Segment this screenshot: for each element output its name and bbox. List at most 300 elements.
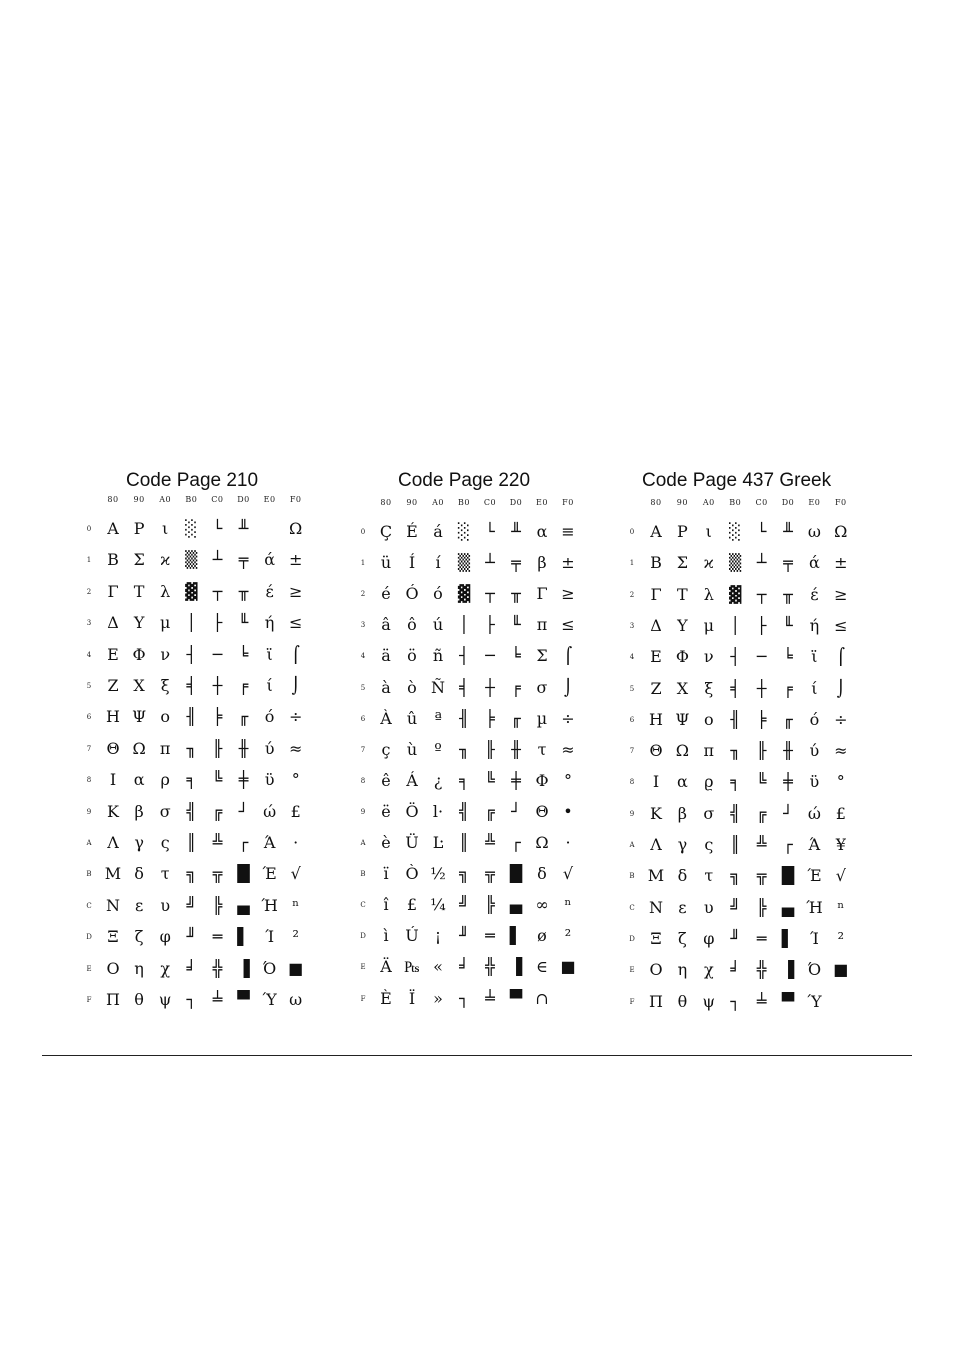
glyph-cell: ╞ xyxy=(756,709,767,729)
glyph-cell: └ xyxy=(212,519,223,538)
glyph-cell: ½ xyxy=(430,864,446,884)
glyph-cell: ▒ xyxy=(457,553,471,573)
glyph-cell: σ xyxy=(159,801,171,821)
glyph-cell: ┤ xyxy=(186,644,197,664)
row-header: 4 xyxy=(360,652,366,661)
row-header: 1 xyxy=(86,556,92,565)
glyph-cell: Ü xyxy=(405,833,419,852)
glyph-cell: ⌠ xyxy=(291,644,300,664)
glyph-cell: η xyxy=(134,958,144,978)
glyph-cell: Ρ xyxy=(133,519,145,538)
glyph-cell: ώ xyxy=(807,803,821,823)
glyph-cell: ¼ xyxy=(430,895,446,915)
glyph-cell: ± xyxy=(834,553,848,573)
glyph-cell: ö xyxy=(407,646,417,666)
glyph-cell: θ xyxy=(134,990,144,1009)
glyph-cell: » xyxy=(433,988,443,1008)
glyph-cell: Β xyxy=(107,550,119,570)
glyph-cell: ⌠ xyxy=(563,646,573,666)
glyph-cell: Κ xyxy=(650,803,662,823)
column-header: E0 xyxy=(536,498,548,507)
glyph-cell: Ά xyxy=(808,835,821,854)
horizontal-rule xyxy=(42,1055,912,1056)
glyph-cell: φ xyxy=(703,928,715,948)
glyph-cell: ╟ xyxy=(212,738,223,758)
glyph-cell: ê xyxy=(381,770,391,790)
glyph-cell: Η xyxy=(649,709,663,729)
glyph-cell: ╡ xyxy=(730,678,740,698)
glyph-cell: ╢ xyxy=(459,708,469,728)
glyph-cell: ï xyxy=(383,864,389,884)
glyph-cell: ╒ xyxy=(511,677,521,697)
glyph-cell: Ç xyxy=(379,522,393,541)
glyph-cell xyxy=(829,989,853,1015)
glyph-cell: Ω xyxy=(834,522,848,541)
glyph-cell: Κ xyxy=(107,801,119,821)
row-header: 6 xyxy=(360,714,366,723)
glyph-cell: Ω xyxy=(132,738,146,758)
glyph-cell: ■ xyxy=(288,958,304,978)
glyph-cell: ώ xyxy=(263,801,277,821)
glyph-cell: ╜ xyxy=(459,926,469,946)
glyph-cell: ■ xyxy=(833,960,849,980)
glyph-cell: █ xyxy=(237,864,250,884)
glyph-cell: ⌠ xyxy=(836,647,845,667)
glyph-cell: Ω xyxy=(675,741,690,761)
glyph-cell: à xyxy=(381,677,391,697)
glyph-cell: Τ xyxy=(133,581,145,601)
glyph-cell: ╩ xyxy=(485,833,495,852)
glyph-cell: γ xyxy=(677,835,688,854)
glyph-cell: ┴ xyxy=(212,550,223,570)
glyph-cell: π xyxy=(536,615,548,635)
glyph-cell: φ xyxy=(159,927,171,947)
glyph-cell: ╨ xyxy=(783,522,793,541)
glyph-cell: ι xyxy=(162,519,169,538)
glyph-cell: ϰ xyxy=(703,553,714,573)
glyph-cell: ° xyxy=(291,770,300,790)
row-header: 8 xyxy=(360,776,366,785)
glyph-cell: ╘ xyxy=(238,644,249,664)
glyph-cell: Ί xyxy=(809,928,819,948)
glyph-cell: ╩ xyxy=(756,835,767,854)
glyph-cell: ╛ xyxy=(730,960,740,980)
glyph-cell: Μ xyxy=(647,866,665,886)
glyph-cell: Π xyxy=(106,990,120,1009)
glyph-cell: Γ xyxy=(107,581,119,601)
glyph-cell: Ï xyxy=(408,988,416,1008)
glyph-cell: ╙ xyxy=(238,613,249,633)
column-header: D0 xyxy=(237,495,250,504)
glyph-cell: ╢ xyxy=(186,707,197,727)
row-header: B xyxy=(360,870,366,879)
glyph-cell: ┤ xyxy=(730,647,740,667)
glyph-cell: Ό xyxy=(262,958,277,978)
glyph-cell: ≈ xyxy=(288,738,303,758)
glyph-cell: ζ xyxy=(134,927,144,947)
glyph-cell: µ xyxy=(536,708,548,728)
row-header: A xyxy=(629,841,635,849)
glyph-cell: ⌡ xyxy=(836,678,845,698)
glyph-cell: Δ xyxy=(650,615,662,635)
glyph-cell: ├ xyxy=(756,615,767,635)
glyph-cell: └ xyxy=(485,522,495,541)
glyph-cell: ╛ xyxy=(459,957,469,977)
glyph-cell: ┴ xyxy=(485,553,495,573)
glyph-cell: À xyxy=(380,708,392,728)
glyph-cell: ├ xyxy=(485,615,495,635)
glyph-cell: ≥ xyxy=(834,584,848,604)
glyph-cell: ¡ xyxy=(434,926,442,946)
glyph-cell: ά xyxy=(808,553,820,573)
glyph-cell: ╒ xyxy=(238,676,249,695)
glyph-cell: ≡ xyxy=(561,522,575,541)
glyph-cell: λ xyxy=(703,584,714,604)
glyph-cell: Ŀ xyxy=(432,833,444,852)
row-header: 2 xyxy=(629,590,635,599)
glyph-cell: ∞ xyxy=(535,895,549,915)
glyph-cell: · xyxy=(565,833,571,852)
glyph-cell: Λ xyxy=(650,835,662,854)
glyph-cell: ≈ xyxy=(834,741,848,761)
glyph-cell: ┐ xyxy=(730,991,740,1011)
glyph-cell: β xyxy=(537,553,547,573)
glyph-cell: Ι xyxy=(652,772,660,792)
glyph-cell: ° xyxy=(836,772,845,792)
column-header: 80 xyxy=(380,498,392,507)
row-header: 3 xyxy=(86,619,92,628)
glyph-cell: ╤ xyxy=(511,553,521,573)
glyph-cell: ▄ xyxy=(781,897,795,917)
glyph-cell: ç xyxy=(381,739,391,759)
glyph-cell: ╨ xyxy=(238,519,249,538)
row-header: 8 xyxy=(629,778,635,787)
glyph-cell: ü xyxy=(380,553,392,573)
glyph-cell: Ó xyxy=(405,584,419,604)
glyph-cell: ν xyxy=(703,647,714,667)
glyph-cell: ┼ xyxy=(756,678,767,698)
table-title: Code Page 437 Greek xyxy=(642,470,832,491)
glyph-cell: Ο xyxy=(106,958,120,978)
row-header: 7 xyxy=(86,744,92,753)
glyph-cell: É xyxy=(406,522,418,541)
glyph-cell: ╜ xyxy=(186,927,197,947)
glyph-cell: Υ xyxy=(677,615,688,635)
glyph-cell: Ή xyxy=(806,897,823,917)
glyph-cell: ╧ xyxy=(756,991,767,1011)
column-header: B0 xyxy=(185,495,198,504)
glyph-cell: ═ xyxy=(485,926,495,946)
glyph-cell: Ή xyxy=(261,895,278,915)
table-title: Code Page 210 xyxy=(126,470,259,491)
glyph-cell: ψ xyxy=(702,991,716,1011)
column-header: D0 xyxy=(781,498,795,507)
glyph-cell: υ xyxy=(703,897,714,917)
glyph-cell: ┬ xyxy=(212,581,223,601)
glyph-cell: ί xyxy=(811,678,818,698)
column-header: E0 xyxy=(808,498,821,507)
glyph-cell: ┼ xyxy=(212,676,223,695)
glyph-cell: ▀ xyxy=(781,991,795,1011)
glyph-cell: π xyxy=(159,738,171,758)
row-header: 6 xyxy=(86,713,92,722)
glyph-cell: ε xyxy=(678,897,687,917)
glyph-cell: Ν xyxy=(649,897,663,917)
glyph-cell: τ xyxy=(160,864,170,884)
row-header: F xyxy=(360,994,366,1003)
glyph-cell: ■ xyxy=(560,957,576,977)
glyph-cell: ╓ xyxy=(511,708,521,728)
glyph-cell: í xyxy=(435,553,441,573)
row-header: 9 xyxy=(360,807,366,816)
row-header: E xyxy=(360,963,366,972)
glyph-cell: ╥ xyxy=(511,584,521,604)
glyph-cell: û xyxy=(406,708,418,728)
row-header: 1 xyxy=(360,559,366,568)
row-header: E xyxy=(86,964,92,973)
glyph-cell: ╣ xyxy=(186,801,197,821)
glyph-cell: ύ xyxy=(264,738,275,758)
glyph-cell: ╦ xyxy=(212,864,223,884)
glyph-cell: Φ xyxy=(675,647,689,667)
row-header: 7 xyxy=(360,745,366,754)
glyph-cell: ═ xyxy=(756,928,767,948)
glyph-cell: Ö xyxy=(405,801,419,821)
row-header: B xyxy=(86,870,92,879)
glyph-cell: ς xyxy=(160,833,170,852)
glyph-cell: ║ xyxy=(730,835,740,854)
glyph-cell: £ xyxy=(835,803,846,823)
glyph-cell: ┌ xyxy=(238,833,249,852)
glyph-cell: ₧ xyxy=(404,957,420,977)
glyph-cell: │ xyxy=(730,615,740,635)
glyph-cell: ╧ xyxy=(212,990,223,1009)
glyph-cell: ë xyxy=(381,801,391,821)
glyph-cell: Ι xyxy=(109,770,117,790)
row-header: 6 xyxy=(629,715,635,724)
glyph-cell: Ε xyxy=(107,644,119,664)
glyph-cell: ▐ xyxy=(237,958,250,978)
glyph-cell: Λ xyxy=(107,833,119,852)
glyph-cell: ┌ xyxy=(511,833,521,852)
glyph-cell: ╕ xyxy=(186,770,197,790)
glyph-cell: δ xyxy=(677,866,688,886)
glyph-cell: ╚ xyxy=(756,772,767,792)
glyph-cell: Ζ xyxy=(650,678,662,698)
row-header: 2 xyxy=(360,590,366,599)
row-header: C xyxy=(360,901,366,910)
glyph-cell: ¥ xyxy=(835,835,846,854)
row-header: 5 xyxy=(86,682,92,690)
glyph-cell: ╪ xyxy=(238,770,249,790)
glyph-cell: ┘ xyxy=(511,801,521,821)
row-header: 9 xyxy=(629,809,635,818)
glyph-cell: ─ xyxy=(212,644,223,664)
row-header: 4 xyxy=(629,653,635,662)
row-header: 1 xyxy=(629,559,635,568)
glyph-cell: Ν xyxy=(106,895,120,915)
glyph-cell: ╙ xyxy=(783,615,793,635)
row-header: A xyxy=(360,839,366,847)
glyph-cell: ╖ xyxy=(459,739,469,759)
glyph-cell: • xyxy=(563,801,573,821)
glyph-cell: ¿ xyxy=(433,770,443,790)
glyph-cell: ² xyxy=(292,927,299,947)
glyph-cell: Γ xyxy=(650,584,662,604)
glyph-cell: ╪ xyxy=(511,770,521,790)
glyph-cell: έ xyxy=(265,581,274,601)
glyph-cell: ▀ xyxy=(237,990,250,1009)
glyph-cell: σ xyxy=(536,677,548,697)
glyph-cell: ▓ xyxy=(457,584,471,604)
glyph-cell: Α xyxy=(650,522,662,541)
glyph-cell: Σ xyxy=(536,646,548,666)
row-header: A xyxy=(86,839,92,847)
glyph-cell: ╬ xyxy=(212,958,223,978)
glyph-cell: η xyxy=(677,960,688,980)
glyph-cell: ┬ xyxy=(485,584,495,604)
glyph-cell: Χ xyxy=(133,676,145,695)
glyph-cell: ≤ xyxy=(561,615,575,635)
glyph-cell: ╝ xyxy=(730,897,740,917)
glyph-cell: ╣ xyxy=(730,803,740,823)
glyph-cell: ╝ xyxy=(459,895,469,915)
glyph-cell: ░ xyxy=(729,522,742,541)
glyph-cell: ∈ xyxy=(536,957,548,977)
glyph-cell: Ί xyxy=(265,927,275,947)
glyph-cell: ╝ xyxy=(186,895,197,915)
glyph-cell: Ú xyxy=(405,926,419,946)
row-header: B xyxy=(629,872,635,881)
glyph-cell: Π xyxy=(649,991,663,1011)
glyph-cell: √ xyxy=(562,864,574,884)
glyph-cell: â xyxy=(381,615,391,635)
glyph-cell: Φ xyxy=(535,770,549,790)
glyph-cell: Χ xyxy=(676,678,689,698)
glyph-cell: ┼ xyxy=(485,677,495,697)
column-header: 80 xyxy=(107,495,119,504)
glyph-cell: ╦ xyxy=(756,866,767,886)
row-header: 9 xyxy=(86,807,92,816)
table-title: Code Page 220 xyxy=(398,470,531,491)
glyph-cell: λ xyxy=(160,581,171,601)
row-header: F xyxy=(629,997,635,1006)
glyph-cell: ╞ xyxy=(212,707,223,727)
glyph-cell: ζ xyxy=(678,928,687,948)
row-header: 3 xyxy=(629,621,635,630)
glyph-cell: θ xyxy=(677,991,688,1011)
glyph-cell: ╩ xyxy=(212,833,223,852)
glyph-cell: ά xyxy=(264,550,275,570)
row-header: 0 xyxy=(86,525,92,533)
glyph-cell: Δ xyxy=(107,613,119,633)
glyph-cell: Σ xyxy=(676,553,689,573)
glyph-cell: ύ xyxy=(809,741,820,761)
glyph-cell: ÷ xyxy=(561,708,575,728)
glyph-cell: ┬ xyxy=(756,584,767,604)
column-header: F0 xyxy=(834,498,847,507)
glyph-cell: ╓ xyxy=(783,709,793,729)
glyph-cell: ή xyxy=(264,613,275,633)
glyph-cell: ╔ xyxy=(212,801,223,821)
glyph-cell: ρ xyxy=(160,770,170,790)
glyph-cell: χ xyxy=(160,958,171,978)
glyph-cell: £ xyxy=(290,801,301,821)
glyph-cell: β xyxy=(677,803,688,823)
column-header: 90 xyxy=(406,498,418,507)
glyph-cell: º xyxy=(434,739,442,759)
glyph-cell: ± xyxy=(561,553,575,573)
glyph-cell: l· xyxy=(432,801,444,821)
glyph-cell: ▄ xyxy=(237,895,250,915)
glyph-cell: ║ xyxy=(459,833,469,852)
glyph-cell: ╟ xyxy=(485,739,495,759)
column-header: C0 xyxy=(211,495,224,504)
glyph-cell: Έ xyxy=(807,866,822,886)
glyph-cell: μ xyxy=(159,613,171,633)
glyph-cell: ∩ xyxy=(535,988,549,1008)
glyph-cell: ╖ xyxy=(186,738,197,758)
glyph-cell: ί xyxy=(266,676,273,695)
row-header: 2 xyxy=(86,587,92,596)
glyph-cell: ┐ xyxy=(459,988,469,1008)
row-header: E xyxy=(629,966,635,975)
glyph-cell: ╞ xyxy=(485,708,495,728)
row-header: 0 xyxy=(360,528,366,536)
glyph-cell: ▒ xyxy=(729,553,742,573)
glyph-cell: █ xyxy=(781,866,795,886)
glyph-cell: σ xyxy=(703,803,715,823)
glyph-cell: ╙ xyxy=(511,615,521,635)
glyph-cell: ▐ xyxy=(781,960,795,980)
glyph-cell: Ο xyxy=(649,960,663,980)
glyph-cell: Β xyxy=(650,553,662,573)
glyph-cell: ░ xyxy=(457,522,471,541)
glyph-cell: ⁿ xyxy=(292,895,300,915)
glyph-cell: ╛ xyxy=(186,958,197,978)
glyph-cell: ≈ xyxy=(561,739,575,759)
glyph-cell: « xyxy=(433,957,443,977)
glyph-cell: ω xyxy=(807,522,821,541)
glyph-cell: ╜ xyxy=(730,928,740,948)
glyph-cell: └ xyxy=(756,522,767,541)
glyph-cell: ─ xyxy=(485,646,495,666)
glyph-cell: ║ xyxy=(186,833,197,852)
glyph-cell: ┴ xyxy=(756,553,767,573)
glyph-cell: ▌ xyxy=(509,926,523,946)
column-header: 80 xyxy=(650,498,662,507)
glyph-cell: ϱ xyxy=(704,772,714,792)
glyph-cell: ╒ xyxy=(783,678,793,698)
glyph-cell: ╠ xyxy=(212,895,223,915)
row-header: D xyxy=(86,933,92,942)
glyph-cell: ▐ xyxy=(509,957,523,977)
glyph-cell: ╫ xyxy=(783,741,793,761)
glyph-cell: δ xyxy=(537,864,547,884)
glyph-cell: ┐ xyxy=(186,990,197,1009)
row-header: 8 xyxy=(86,776,92,785)
glyph-cell: ⁿ xyxy=(837,897,845,917)
row-header: C xyxy=(629,903,635,912)
glyph-cell: ╣ xyxy=(459,801,469,821)
glyph-cell: ς xyxy=(704,835,714,854)
glyph-cell: ² xyxy=(564,926,572,946)
glyph-cell: ╓ xyxy=(238,707,249,727)
glyph-cell: ▌ xyxy=(237,927,250,947)
glyph-cell: ┘ xyxy=(783,803,793,823)
glyph-cell: ╦ xyxy=(485,864,495,884)
glyph-cell: ϋ xyxy=(264,770,275,790)
